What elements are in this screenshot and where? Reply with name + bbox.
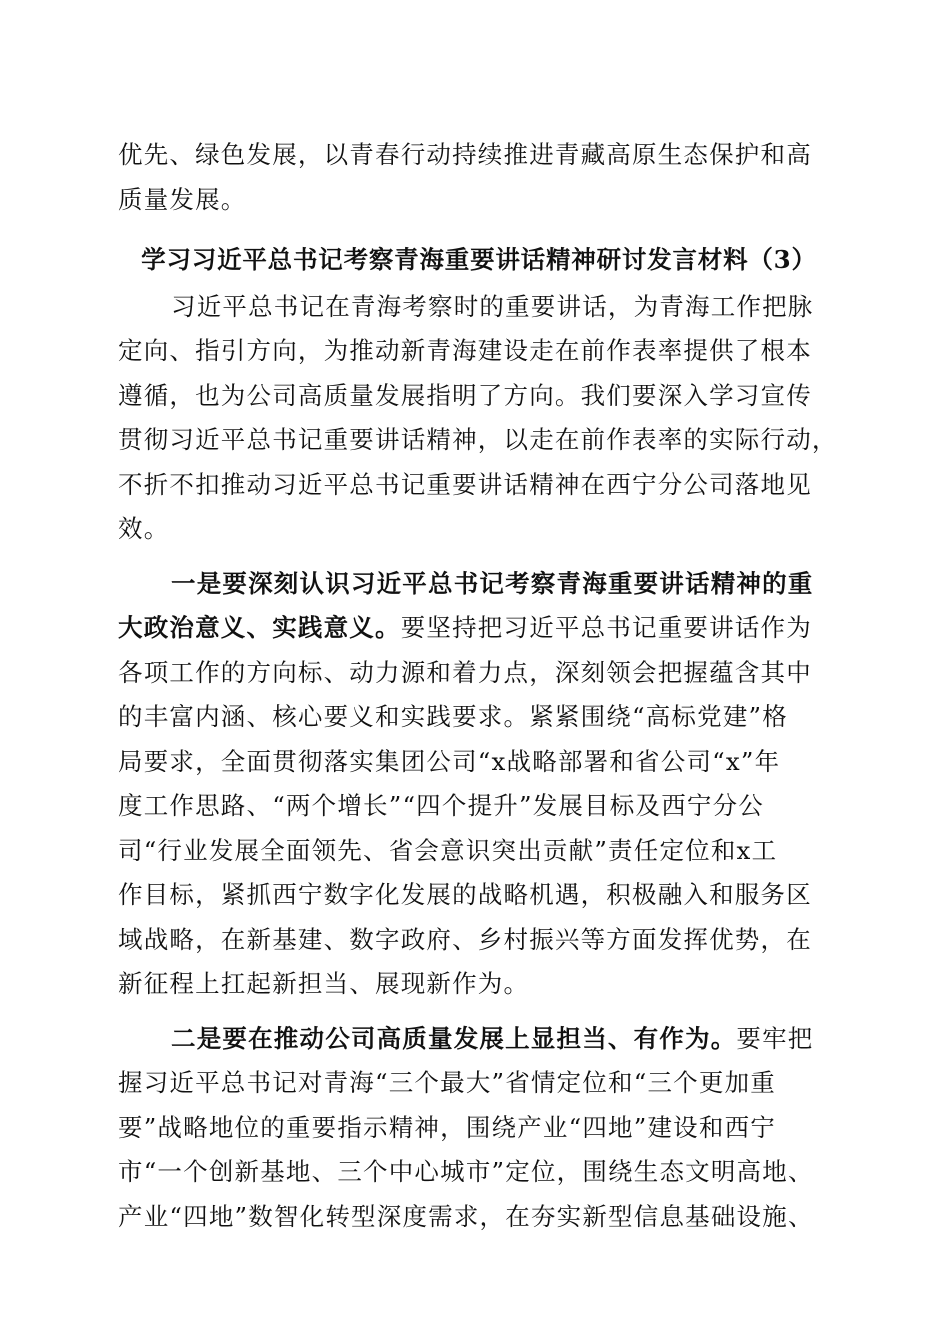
paragraph-line: 遵循，也为公司高质量发展指明了方向。我们要深入学习宣传 <box>118 380 812 410</box>
paragraph-line: 的丰富内涵、核心要义和实践要求。紧紧围绕“高标党建”格 <box>118 702 788 731</box>
point-one-heading-end: 大政治意义、实践意义。 <box>118 613 401 642</box>
paragraph-line: 司“行业发展全面领先、省会意识突出贡献”责任定位和x工 <box>118 835 778 865</box>
paragraph-line: 度工作思路、“两个增长”“四个提升”发展目标及西宁分公 <box>118 791 764 820</box>
paragraph-line: 握习近平总书记对青海“三个最大”省情定位和“三个更加重 <box>118 1068 776 1097</box>
paragraph-line: 习近平总书记在青海考察时的重要讲话，为青海工作把脉 <box>171 291 814 321</box>
paragraph-line: 贯彻习近平总书记重要讲话精神，以走在前作表率的实际行动， <box>118 425 838 454</box>
paragraph-line: 产业“四地”数智化转型深度需求，在夯实新型信息基础设施、 <box>118 1201 814 1231</box>
point-two-heading: 二是要在推动公司高质量发展上显担当、有作为。 <box>171 1023 737 1053</box>
document-title: 学习习近平总书记考察青海重要讲话精神研讨发言材料（3） <box>141 245 817 274</box>
paragraph-line: 局要求，全面贯彻落实集团公司“x战略部署和省公司“x”年 <box>118 746 781 776</box>
point-two-paragraph <box>118 1017 828 1240</box>
paragraph-line: 不折不扣推动习近平总书记重要讲话精神在西宁分公司落地见 <box>118 469 812 499</box>
paragraph-line <box>118 1017 828 1062</box>
paragraph-text: 要坚持把习近平总书记重要讲话作为 <box>400 613 812 642</box>
paragraph-line: 市“一个创新基地、三个中心城市”定位，围绕生态文明高地、 <box>118 1157 814 1186</box>
paragraph-line: 各项工作的方向标、动力源和着力点，深刻领会把握蕴含其中 <box>118 657 812 687</box>
paragraph-text: 要牢把 <box>736 1023 814 1053</box>
intro-paragraph <box>118 133 828 222</box>
paragraph-line: 效。 <box>118 514 170 543</box>
paragraph-line: 作目标，紧抓西宁数字化发展的战略机遇，积极融入和服务区 <box>118 880 812 909</box>
paragraph-line: 新征程上扛起新担当、展现新作为。 <box>118 969 530 998</box>
paragraph-line: 域战略，在新基建、数字政府、乡村振兴等方面发挥优势，在 <box>118 924 812 954</box>
paragraph-line: 要”战略地位的重要指示精神，围绕产业“四地”建设和西宁 <box>118 1112 776 1142</box>
paragraph-line: 优先、绿色发展，以青春行动持续推进青藏高原生态保护和高 <box>118 140 812 169</box>
paragraph-line: 质量发展。 <box>118 184 247 214</box>
point-one-heading: 一是要深刻认识习近平总书记考察青海重要讲话精神的重 <box>171 568 814 598</box>
opening-paragraph <box>118 285 838 552</box>
paragraph-line <box>118 606 828 651</box>
document-body <box>118 133 838 1239</box>
paragraph-line: 定向、指引方向，为推动新青海建设走在前作表率提供了根本 <box>118 336 812 365</box>
point-one-paragraph <box>118 562 828 1007</box>
